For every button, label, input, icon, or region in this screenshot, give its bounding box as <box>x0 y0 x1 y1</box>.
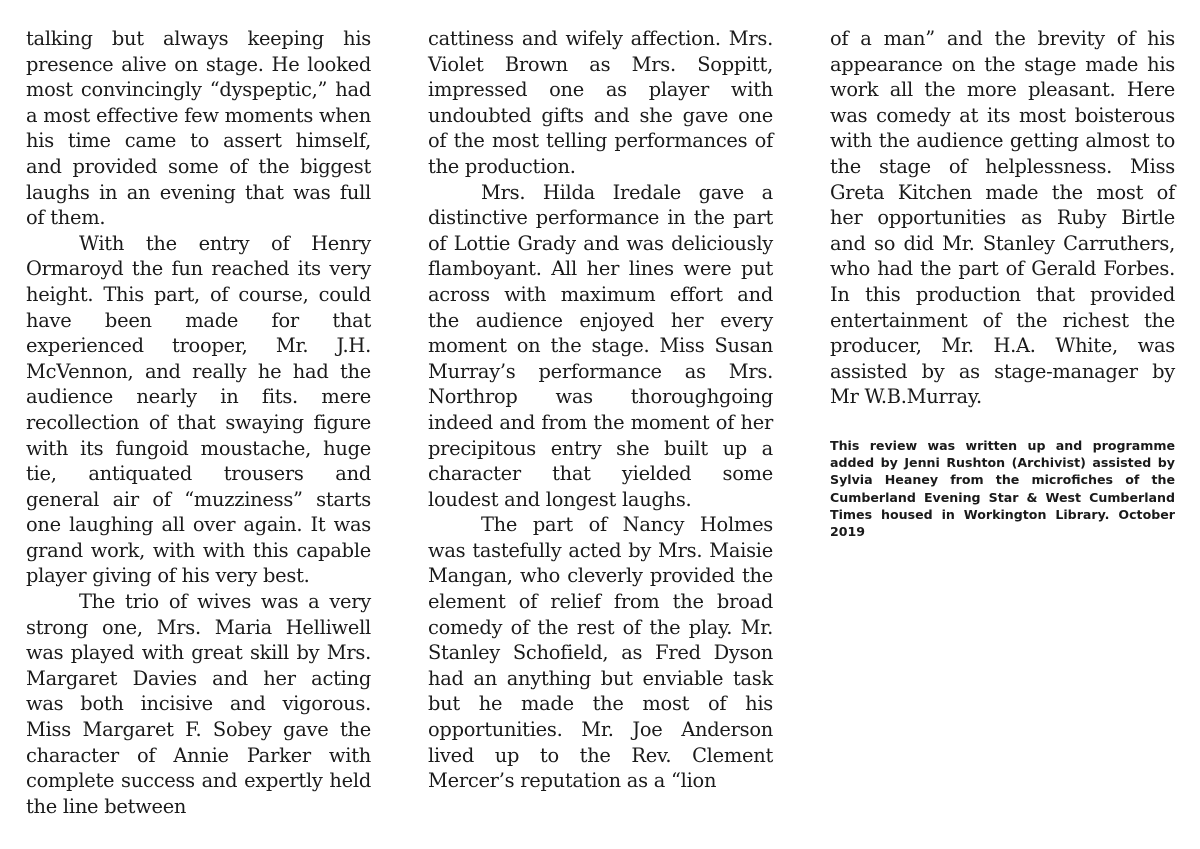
paragraph: cattiness and wifely affection. Mrs. Violet Brown as Mrs. Soppitt, impressed one as player with undoubted gifts and she gave one of the most telling performances of the production. <box>428 27 773 178</box>
review-column-1 <box>26 26 371 819</box>
paragraph: talking but always keeping his presence alive on stage. He looked most convincingly “dyspeptic,” had a most effective few moments when his time came to assert himself, and provided some of the biggest laughs in an evening that was full of them. <box>26 27 371 230</box>
paragraph: Mrs. Hilda Iredale gave a distinctive performance in the part of Lottie Grady and was deliciously flamboyant. All her lines were put across with maximum effort and the audience enjoyed her every moment on the stage. Miss Susan Murray’s performance as Mrs. Northrop was thoroughgoing indeed and from the moment of her precipitous entry she built up a character that yielded some loudest and longest laughs. <box>428 180 773 511</box>
paragraph: With the entry of Henry Ormaroyd the fun reached its very height. This part, of course, could have been made for that experienced trooper, Mr. J.H. McVennon, and really he had the audience nearly in fits. mere recollection of that swaying figure with its fungoid moustache, huge tie, antiquated trousers and general air of “muzziness” starts one laughing all over again. It was grand work, with with this capable player giving of his very best. <box>26 231 371 588</box>
paragraph: The part of Nancy Holmes was tastefully acted by Mrs. Maisie Mangan, who cleverly provided the element of relief from the broad comedy of the rest of the play. Mr. Stanley Schofield, as Fred Dyson had an anything but enviable task but he made the most of his opportunities. Mr. Joe Anderson lived up to the Rev. Clement Mercer’s reputation as a “lion <box>428 513 773 793</box>
paragraph: of a man” and the brevity of his appearance on the stage made his work all the more pleasant. Here was comedy at its most boisterous with the audience getting almost to the stage of helplessness. Miss Greta Kitchen made the most of her opportunities as Ruby Birtle and so did Mr. Stanley Carruthers, who had the part of Gerald Forbes. In this production that provided entertainment of the richest the producer, Mr. H.A. White, was assisted by as stage-manager by Mr W.B.Murray. <box>830 27 1175 409</box>
archivist-note: This review was written up and programme added by Jenni Rushton (Archivist) assisted by Sylvia Heaney from the microfiches of the Cumberland Evening Star & West Cumberland Times housed in Workington Library. October 2019 <box>830 437 1175 539</box>
paragraph: The trio of wives was a very strong one, Mrs. Maria Helliwell was played with great skill by Mrs. Margaret Davies and her acting was both incisive and vigorous. Miss Margaret F. Sobey gave the character of Annie Parker with complete success and expertly held the line between <box>26 590 371 818</box>
review-column-3 <box>830 26 1175 540</box>
review-column-2 <box>428 26 773 794</box>
